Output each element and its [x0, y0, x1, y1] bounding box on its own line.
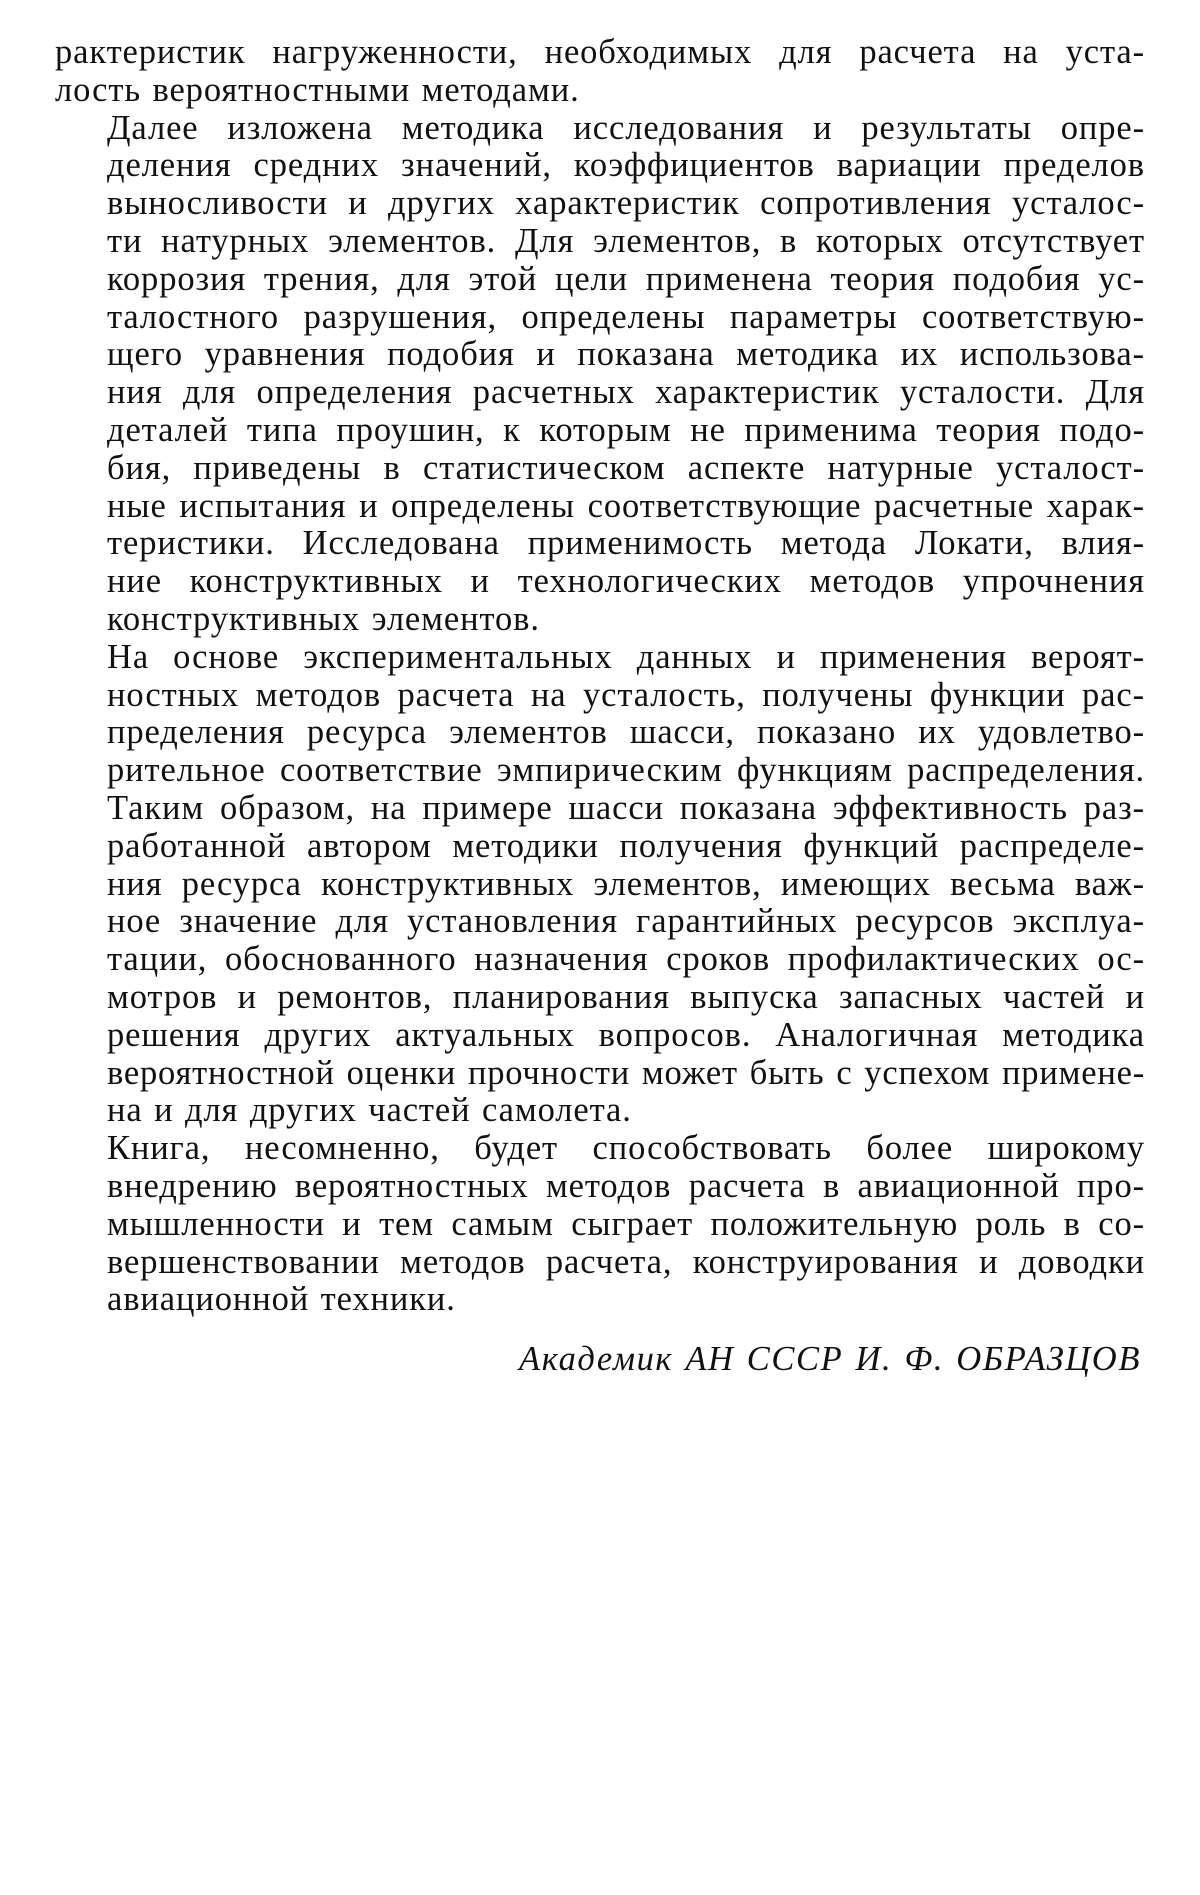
text-line: ное значение для установления гарантийных ресурсов эксплуа- — [107, 902, 1145, 941]
text-line: внедрению вероятностных методов расчета в авиационной про- — [107, 1166, 1145, 1205]
text-line: вероятностной оценки прочности может быть с успехом примене- — [107, 1053, 1145, 1092]
text-line: ностных методов расчета на усталость, получены функции рас- — [107, 675, 1145, 714]
text-line: мышленности и тем самым сыграет положительную роль в со- — [107, 1204, 1145, 1243]
paragraph-3 — [55, 639, 1145, 1130]
text-line: ние конструктивных и технологических методов упрочнения — [107, 562, 1145, 601]
text-line: конструктивных элементов. — [107, 599, 540, 638]
text-line: Таким образом, на примере шасси показана эффективность раз- — [107, 788, 1145, 827]
text-line: ти натурных элементов. Для элементов, в которых отсутствует — [107, 221, 1145, 260]
paragraph-1 — [55, 34, 1145, 110]
text-line: Далее изложена методика исследования и результаты опре- — [107, 108, 1145, 147]
paragraph-4 — [55, 1130, 1145, 1319]
text-line: рительное соответствие эмпирическим функциям распределения. — [107, 751, 1145, 790]
text-line: решения других актуальных вопросов. Аналогичная методика — [107, 1015, 1145, 1054]
text-line: тации, обоснованного назначения сроков профилактических ос- — [107, 940, 1145, 979]
text-line: деталей типа проушин, к которым не применима теория подо- — [107, 410, 1145, 449]
text-line: вершенствовании методов расчета, конструирования и доводки — [107, 1242, 1145, 1281]
text-line: теристики. Исследована применимость метода Локати, влия- — [107, 524, 1145, 563]
document-page — [55, 34, 1145, 1379]
text-line: лость вероятностными методами. — [55, 70, 580, 109]
text-line: талостного разрушения, определены параметры соответствую- — [107, 297, 1145, 336]
text-line: ные испытания и определены соответствующие расчетные харак- — [107, 486, 1145, 525]
text-line: на и для других частей самолета. — [107, 1091, 632, 1130]
text-line: деления средних значений, коэффициентов вариации пределов — [107, 146, 1145, 185]
text-line: ния для определения расчетных характеристик усталости. Для — [107, 373, 1145, 412]
author-signature: Академик АН СССР И. Ф. ОБРАЗЦОВ — [519, 1340, 1141, 1379]
text-line: пределения ресурса элементов шасси, показано их удовлетво- — [107, 713, 1145, 752]
text-line: рактеристик нагруженности, необходимых для расчета на уста- — [55, 33, 1145, 71]
text-line: На основе экспериментальных данных и применения вероят- — [107, 637, 1145, 676]
text-line: бия, приведены в статистическом аспекте натурные усталост- — [107, 448, 1145, 487]
text-line: щего уравнения подобия и показана методика их использова- — [107, 335, 1145, 374]
text-line: коррозия трения, для этой цели применена теория подобия ус- — [107, 259, 1145, 298]
paragraph-2 — [55, 110, 1145, 639]
text-line: Книга, несомненно, будет способствовать более широкому — [107, 1129, 1145, 1168]
text-line: выносливости и других характеристик сопротивления усталос- — [107, 184, 1145, 223]
text-line: мотров и ремонтов, планирования выпуска запасных частей и — [107, 977, 1145, 1016]
text-line: работанной автором методики получения функций распределе- — [107, 826, 1145, 865]
text-line: авиационной техники. — [107, 1280, 456, 1319]
text-line: ния ресурса конструктивных элементов, имеющих весьма важ- — [107, 864, 1145, 903]
